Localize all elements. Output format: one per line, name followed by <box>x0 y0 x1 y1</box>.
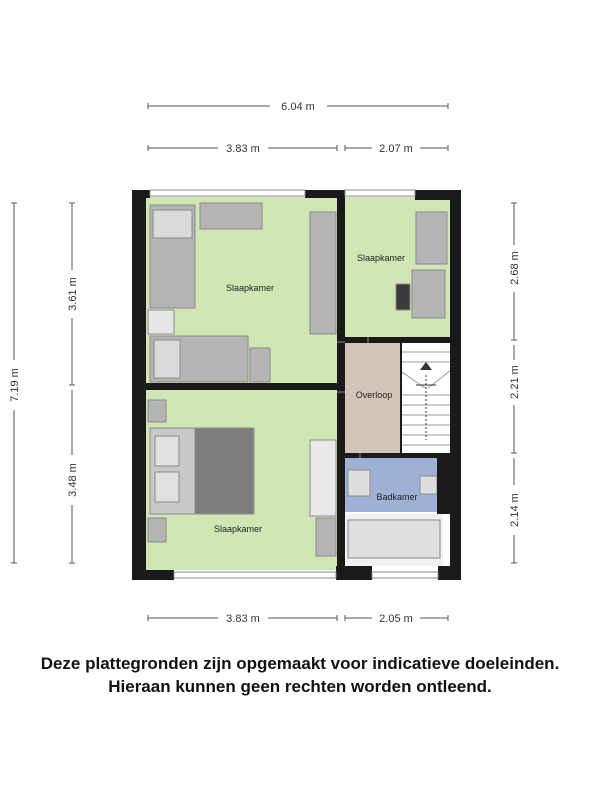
dim-right-bottom: 2.14 m <box>509 493 521 527</box>
room-label-bedroom-bottom-left: Slaapkamer <box>213 524 263 534</box>
pillow-icon <box>153 210 192 238</box>
disclaimer-line-1: Deze plattegronden zijn opgemaakt voor indicatieve doeleinden. <box>40 654 560 673</box>
dim-bottom-left: 3.83 m <box>226 613 260 625</box>
desk <box>412 270 445 318</box>
wall-bottom-right <box>438 566 461 580</box>
room-label-bedroom-top-right: Slaapkamer <box>356 253 406 263</box>
window-bottom-left <box>174 572 336 578</box>
room-label-bedroom-top-left: Slaapkamer <box>225 283 275 293</box>
wardrobe-bottom-lower <box>316 518 336 556</box>
bathtub-icon <box>348 520 440 558</box>
dim-bottom-right: 2.05 m <box>379 613 413 625</box>
wall-vertical-middle <box>337 190 345 580</box>
cabinet-left-top <box>148 400 166 422</box>
dim-left-total: 7.19 m <box>9 368 21 402</box>
wall-horizontal-right-top <box>345 337 451 343</box>
wall-right <box>450 190 461 580</box>
cabinet-top <box>200 203 262 229</box>
toilet-icon <box>348 470 370 496</box>
chair-top <box>148 310 174 334</box>
nightstand <box>250 348 270 382</box>
window-top-left <box>150 190 305 196</box>
dim-left-bottom: 3.48 m <box>67 463 79 497</box>
pillow-icon <box>154 340 180 378</box>
dim-top-left: 3.83 m <box>226 143 260 155</box>
pillow-icon <box>155 436 179 466</box>
wall-bath-divider <box>437 458 451 514</box>
cabinet-right-top <box>416 212 447 264</box>
pillow-icon <box>155 472 179 502</box>
wall-top-left-corner <box>132 190 150 198</box>
wall-left <box>132 190 146 580</box>
disclaimer-line-2: Hieraan kunnen geen rechten worden ontleend. <box>108 677 492 696</box>
cabinet-left-bottom <box>148 518 166 542</box>
wall-horizontal-right-mid <box>345 453 451 458</box>
dim-top-right: 2.07 m <box>379 143 413 155</box>
dim-right-middle: 2.21 m <box>509 365 521 399</box>
window-top-right <box>345 190 415 196</box>
disclaimer <box>0 652 600 698</box>
wall-stair-divider <box>400 343 402 453</box>
wall-bottom-left-corner <box>132 570 174 580</box>
window-bottom-right <box>372 572 438 578</box>
dim-left-top: 3.61 m <box>67 277 79 311</box>
bed-blanket <box>195 428 253 514</box>
wardrobe-right <box>310 212 336 334</box>
wall-horizontal-left <box>146 383 337 390</box>
room-label-bathroom: Badkamer <box>376 492 418 502</box>
sink-icon <box>420 476 437 494</box>
dim-right-top: 2.68 m <box>509 251 521 285</box>
desk-chair-icon <box>396 284 410 310</box>
dim-top-total: 6.04 m <box>281 101 315 113</box>
room-label-hallway: Overloop <box>355 390 393 400</box>
wardrobe-bottom <box>310 440 336 516</box>
